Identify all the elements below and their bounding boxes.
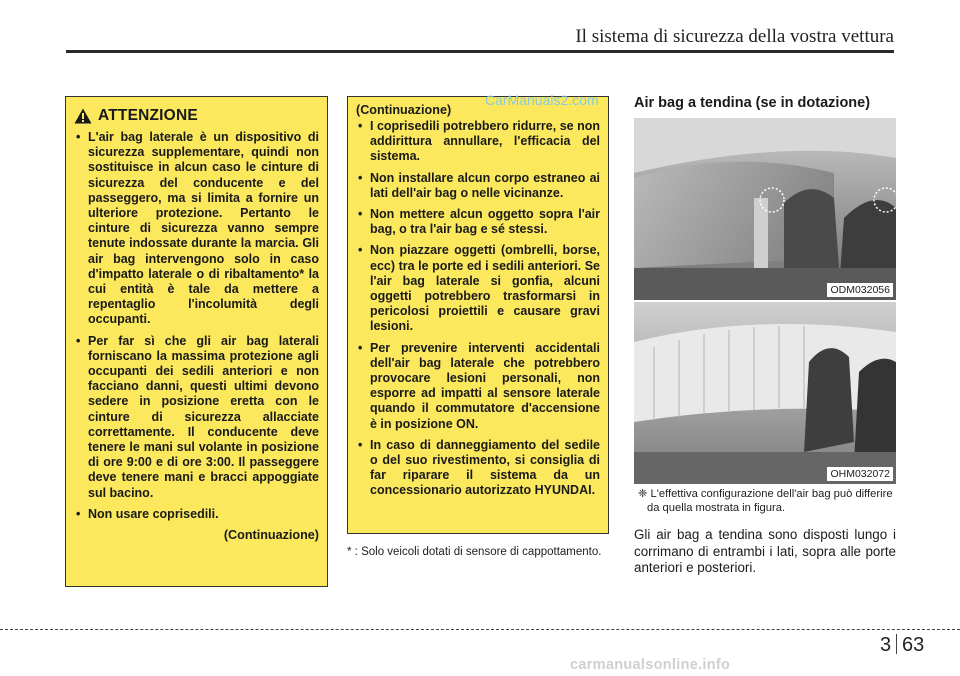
car-interior-photo [634,118,896,300]
bullet-icon: • [358,340,363,355]
list-item-text: Non usare coprisedili. [88,506,219,521]
list-item-text: In caso di danneggiamento del sedile o del suo rivestimento, si consiglia di far riparare il sistema da un concessionario autorizzato HYUNDAI. [370,437,600,498]
footnote-body: Solo veicoli dotati di sensore di cappottamento. [361,546,602,558]
watermark-text: CarManuals2.com [485,92,599,108]
warning-title: ATTENZIONE [98,107,198,124]
warning-triangle-icon [74,108,92,124]
bullet-icon: • [358,119,363,133]
list-item [356,438,600,499]
page-number-divider [896,634,897,654]
list-item [74,334,319,501]
bullet-icon: • [76,130,81,144]
bullet-icon: • [358,170,363,185]
caption-text: L'effettiva configurazione dell'air bag può differire da quella mostrata in figura. [647,488,893,514]
bullet-icon: • [358,437,363,452]
page-header-title: Il sistema di sicurezza della vostra vettura [575,26,894,47]
footnote-mark: * : [347,546,358,558]
section-body: Gli air bag a tendina sono disposti lungo i corrimano di entrambi i lati, sopra alle porte anteriori e posteriori. [634,527,896,575]
list-item [356,207,600,237]
warning-list [74,130,319,522]
section-title: Air bag a tendina (se in dotazione) [634,95,871,111]
photo-caption [634,488,896,515]
list-item-text: L'air bag laterale è un dispositivo di sicurezza supplementare, quindi non sostituisce in alcun caso le cinture di sicurezza del conducente e del passeggero, ma si limita a fornire un ulteriore protezione. Pertanto le cinture di sicurezza vanno sempre tenute indossate durante la marcia. Gli air bag intervengono solo in caso d'impatto laterale o di ribaltamento* la cui entità è tale da mettere a repentaglio l'incolumità degli occupanti. [88,130,319,327]
list-item-text: I coprisedili potrebbero ridurre, se non addirittura annullare, l'efficacia del sistema. [370,119,600,164]
page-number: 63 [902,634,925,656]
list-item [356,243,600,334]
header-rule [66,50,894,53]
list-item [356,119,600,165]
list-item [356,171,600,201]
footnote [347,545,609,559]
photo-curtain-airbag-deployed [634,302,896,484]
car-interior-photo [634,302,896,484]
footer-rule [0,629,960,630]
warning-header [74,107,319,125]
photo-label: OHM032072 [827,467,893,481]
list-item [356,341,600,432]
caption-mark-icon: ❈ [638,488,648,500]
continuation-list [356,119,600,499]
continuation-box [347,96,609,534]
continued-label: (Continuazione) [223,528,319,543]
bullet-icon: • [358,243,363,258]
site-footer: carmanualsonline.info [570,657,731,673]
list-item-text: Non mettere alcun oggetto sopra l'air bag, o tra l'air bag e sé stessi. [370,207,600,237]
list-item [74,130,319,328]
list-item-text: Non piazzare oggetti (ombrelli, borse, ecc) tra le porte ed i sedili anteriori. Se l'air bag laterale si gonfia, alcuni oggetti potrebbero trasformarsi in pericolosi proiettili e causare gravi lesioni. [370,243,600,334]
continuation-header: (Continuazione) [356,103,452,117]
footnote-text [347,545,609,559]
warning-box [65,96,328,587]
bullet-icon: • [76,333,81,348]
list-item-text: Per prevenire interventi accidentali dell'air bag laterale che potrebbero provocare lesioni personali, non esporre ad impatti al sensore laterale quando il commutatore d'accensione è in posizione ON. [370,340,600,431]
list-item [74,507,319,522]
bullet-icon: • [76,506,81,521]
photo-curtain-airbag-folded [634,118,896,300]
list-item-text: Non installare alcun corpo estraneo ai lati dell'air bag o nelle vicinanze. [370,170,600,200]
list-item-text: Per far sì che gli air bag laterali forniscano la massima protezione agli occupanti dei sedili anteriori e non facciano danni, questi ultimi devono sedere in posizione eretta con le cinture di sicurezza allacciate correttamente. Il conducente deve tenere le mani sul volante in posizione di ore 9:00 e di ore 3:00. Il passeggere deve tenere mani e bracci appoggiate sul bacino. [88,333,319,500]
photo-label: ODM032056 [827,283,893,297]
chapter-number: 3 [880,634,892,656]
bullet-icon: • [358,207,363,222]
